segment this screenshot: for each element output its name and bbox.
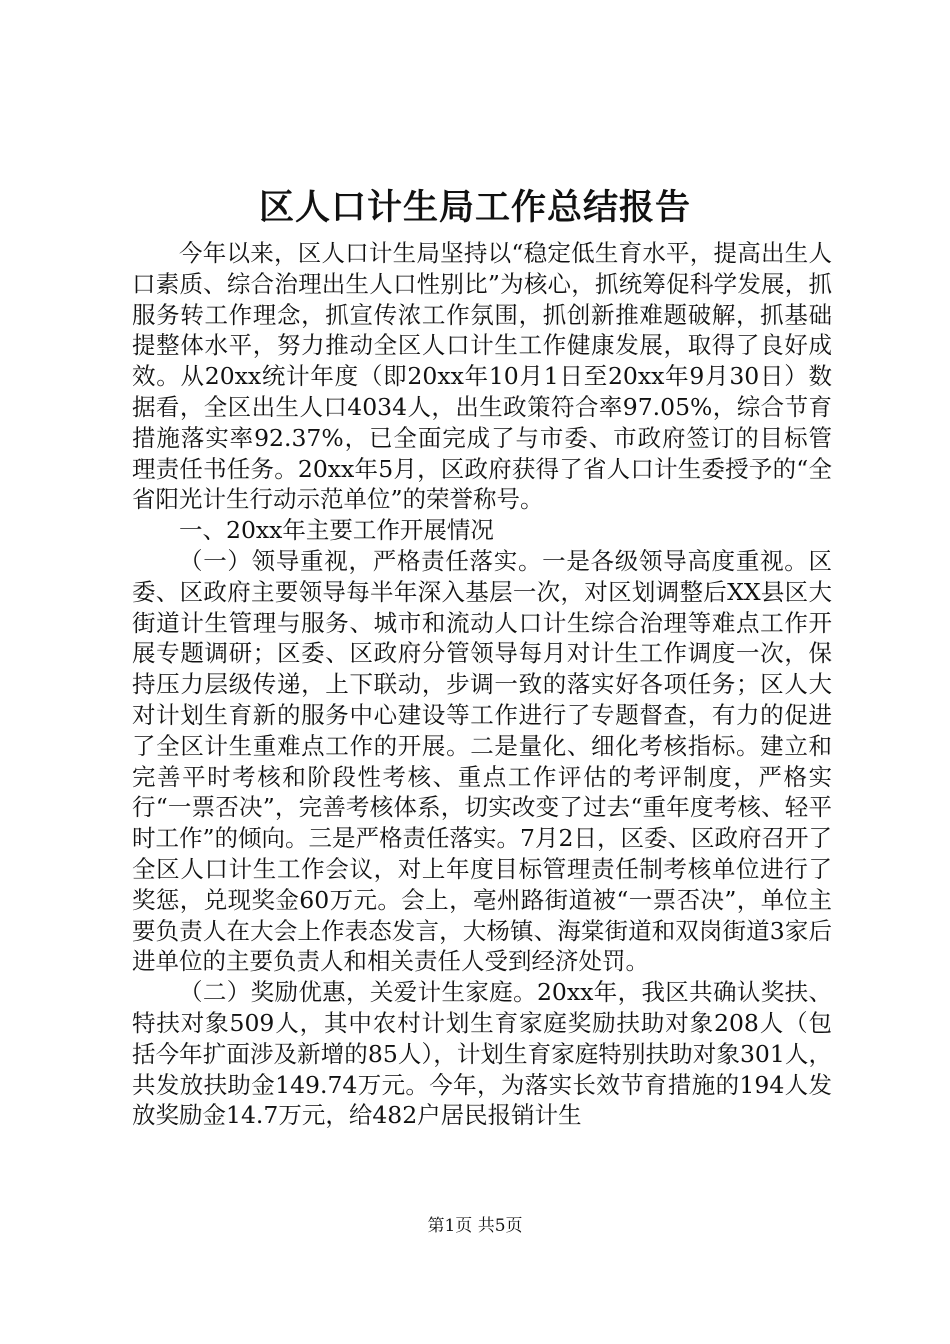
document-title: 区人口计生局工作总结报告 (258, 187, 691, 228)
paragraph-leadership: （一）领导重视，严格责任落实。一是各级领导高度重视。区委、区政府主要领导每半年深入基层一次，对区划调整后XX县区大街道计生管理与服务、城市和流动人口计生综合治理等难点工作开展专题调研；区委、区政府分管领导每月对计生工作调度一次，保持压力层级传递，上下联动，步调一致的落实好各项任务；区人大对计划生育新的服务中心建设等工作进行了专题督查，有力的促进了全区计生重难点工作的开展。二是量化、细化考核指标。建立和完善平时考核和阶段性考核、重点工作评估的考评制度，严格实行“一票否决”，完善考核体系，切实改变了过去“重年度考核、轻平时工作”的倾向。三是严格责任落实。7月2日，区委、区政府召开了全区人口计生工作会议，对上年度目标管理责任制考核单位进行了奖惩，兑现奖金60万元。会上，亳州路街道被“一票否决”，单位主要负责人在大会上作表态发言，大杨镇、海棠街道和双岗街道3家后进单位的主要负责人和相关责任人受到经济处罚。 (132, 546, 832, 976)
document-body (132, 238, 832, 1131)
paragraph-rewards: （二）奖励优惠，关爱计生家庭。20xx年，我区共确认奖扶、特扶对象509人，其中农村计划生育家庭奖励扶助对象208人（包括今年扩面涉及新增的85人），计划生育家庭特别扶助对象301人，共发放扶助金149.74万元。今年，为落实长效节育措施的194人发放奖励金14.7万元，给482户居民报销计生 (132, 978, 832, 1130)
section-heading: 一、20xx年主要工作开展情况 (179, 516, 494, 545)
page-footer: 第1页 共5页 (427, 1216, 523, 1236)
paragraph-intro: 今年以来，区人口计生局坚持以“稳定低生育水平，提高出生人口素质、综合治理出生人口性别比”为核心，抓统筹促科学发展，抓服务转工作理念，抓宣传浓工作氛围，抓创新推难题破解，抓基础提整体水平，努力推动全区人口计生工作健康发展，取得了良好成效。从20xx统计年度（即20xx年10月1日至20xx年9月30日）数据看，全区出生人口4034人，出生政策符合率97.05%，综合节育措施落实率92.37%，已全面完成了与市委、市政府签订的目标管理责任书任务。20xx年5月，区政府获得了省人口计生委授予的“全省阳光计生行动示范单位”的荣誉称号。 (132, 239, 832, 514)
